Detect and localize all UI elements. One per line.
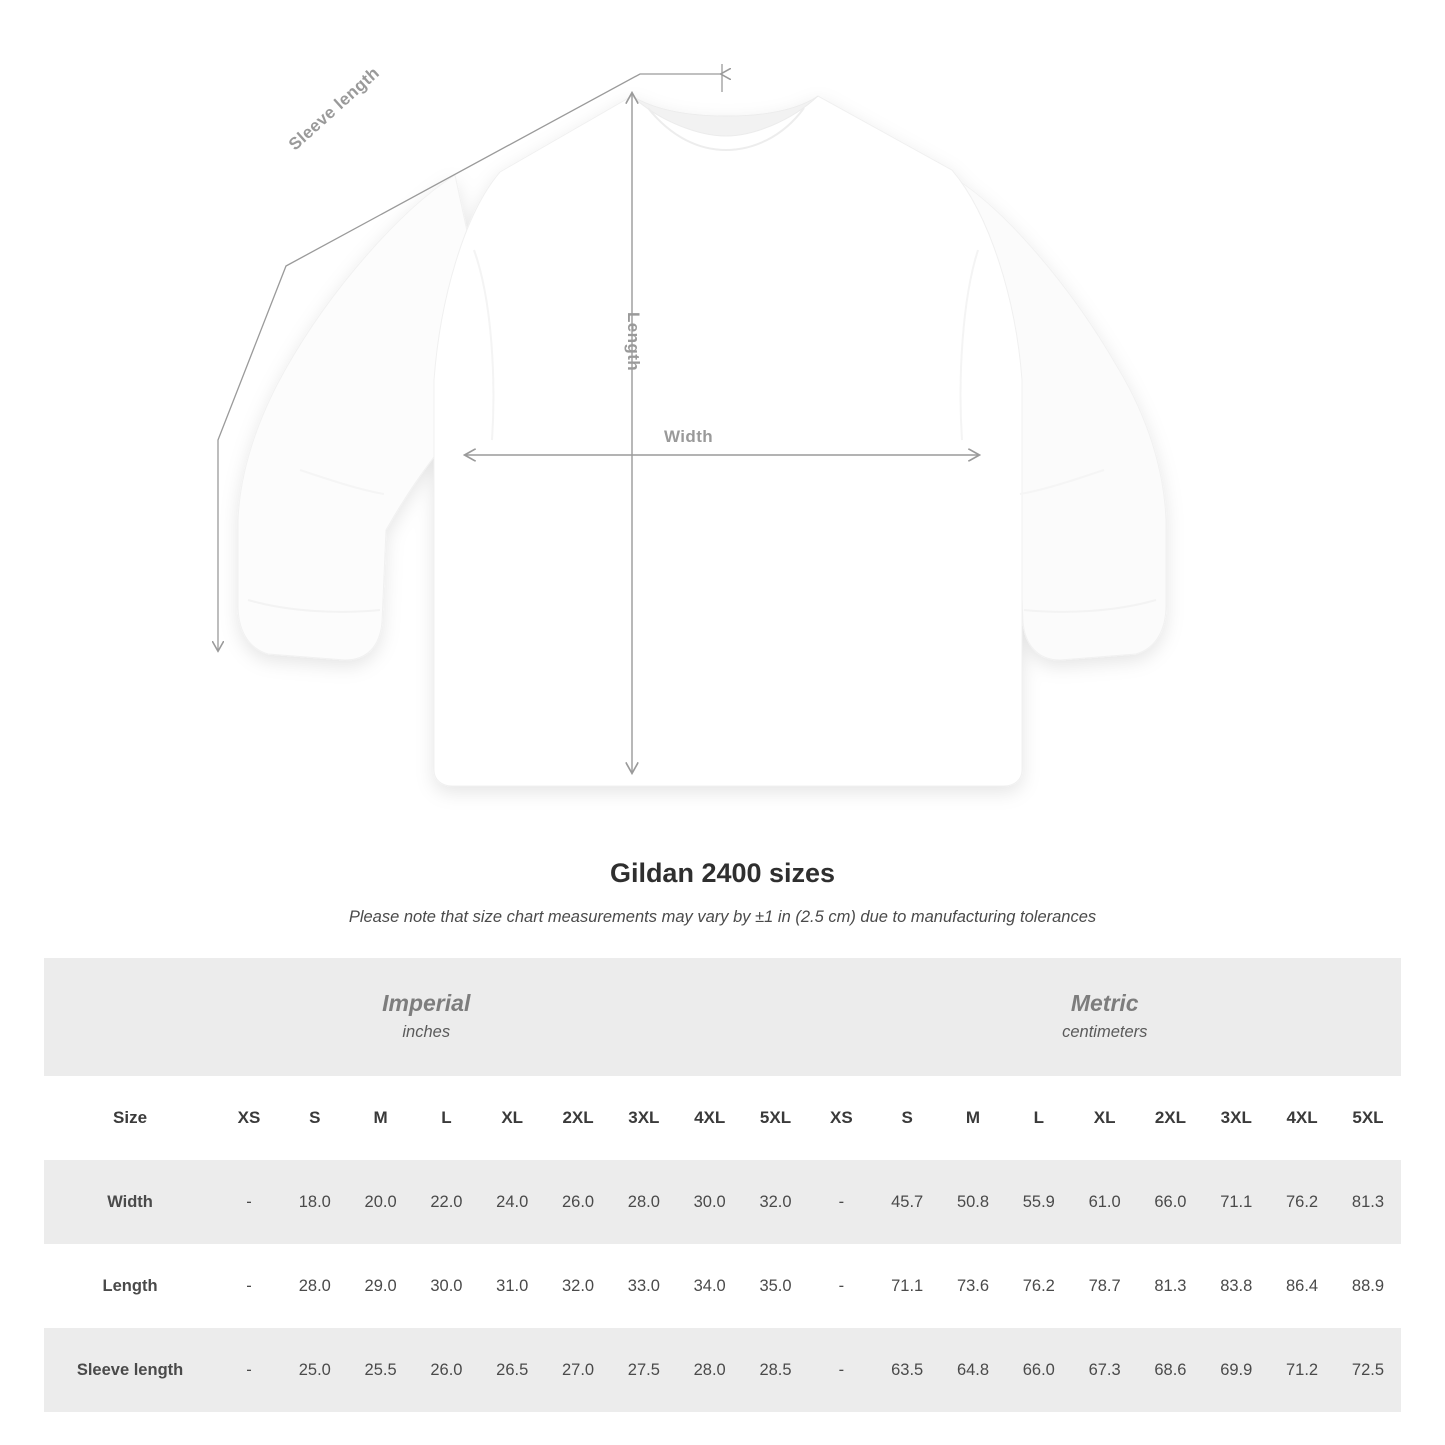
table-row: [44, 1160, 1401, 1244]
cell: 66.0: [1006, 1328, 1072, 1412]
cell: 73.6: [940, 1244, 1006, 1328]
size-column-header: XS: [808, 1076, 874, 1160]
metric-group-unit: centimeters: [1062, 1023, 1148, 1042]
cell: 25.5: [348, 1328, 414, 1412]
size-column-header: XL: [1072, 1076, 1138, 1160]
size-column-header: 5XL: [1335, 1076, 1401, 1160]
width-label: Width: [664, 427, 714, 446]
size-column-header: 3XL: [1203, 1076, 1269, 1160]
cell: 71.1: [1203, 1160, 1269, 1244]
size-column-header: 2XL: [1138, 1076, 1204, 1160]
metric-group-name: Metric: [1070, 990, 1139, 1017]
cell: 88.9: [1335, 1244, 1401, 1328]
table-row: [44, 1244, 1401, 1328]
imperial-group-name: Imperial: [382, 990, 471, 1017]
row-label: Length: [44, 1244, 216, 1328]
cell: -: [216, 1328, 282, 1412]
size-column-header: 4XL: [1269, 1076, 1335, 1160]
cell: 30.0: [677, 1160, 743, 1244]
cell: 18.0: [282, 1160, 348, 1244]
cell: 31.0: [479, 1244, 545, 1328]
size-row-header: Size: [44, 1076, 216, 1160]
cell: 29.0: [348, 1244, 414, 1328]
cell: 78.7: [1072, 1244, 1138, 1328]
cell: 71.2: [1269, 1328, 1335, 1412]
cell: -: [808, 1160, 874, 1244]
size-column-header: 4XL: [677, 1076, 743, 1160]
cell: 28.0: [282, 1244, 348, 1328]
size-column-header: 5XL: [743, 1076, 809, 1160]
cell: 81.3: [1335, 1160, 1401, 1244]
size-column-header: S: [874, 1076, 940, 1160]
size-column-header: XL: [479, 1076, 545, 1160]
cell: 30.0: [414, 1244, 480, 1328]
cell: -: [216, 1244, 282, 1328]
cell: 61.0: [1072, 1160, 1138, 1244]
size-chart-table-wrap: [44, 958, 1401, 1412]
cell: 33.0: [611, 1244, 677, 1328]
size-column-header: 3XL: [611, 1076, 677, 1160]
cell: 28.0: [677, 1328, 743, 1412]
cell: 22.0: [414, 1160, 480, 1244]
cell: 50.8: [940, 1160, 1006, 1244]
cell: 28.0: [611, 1160, 677, 1244]
cell: 26.0: [414, 1328, 480, 1412]
cell: 20.0: [348, 1160, 414, 1244]
cell: 69.9: [1203, 1328, 1269, 1412]
size-column-header: M: [348, 1076, 414, 1160]
cell: 63.5: [874, 1328, 940, 1412]
size-column-header: 2XL: [545, 1076, 611, 1160]
imperial-group-header: [44, 958, 808, 1076]
size-column-header: L: [1006, 1076, 1072, 1160]
cell: 27.5: [611, 1328, 677, 1412]
cell: 26.0: [545, 1160, 611, 1244]
cell: 67.3: [1072, 1328, 1138, 1412]
cell: 25.0: [282, 1328, 348, 1412]
size-column-header: S: [282, 1076, 348, 1160]
size-column-header: XS: [216, 1076, 282, 1160]
size-chart-table: [44, 958, 1401, 1412]
row-label: Width: [44, 1160, 216, 1244]
sleeve-length-label: Sleeve length: [285, 63, 384, 155]
cell: 24.0: [479, 1160, 545, 1244]
cell: 83.8: [1203, 1244, 1269, 1328]
table-row: [44, 1328, 1401, 1412]
cell: 71.1: [874, 1244, 940, 1328]
cell: 81.3: [1138, 1244, 1204, 1328]
size-column-header: L: [414, 1076, 480, 1160]
imperial-group-unit: inches: [402, 1023, 451, 1042]
cell: 27.0: [545, 1328, 611, 1412]
size-column-header: M: [940, 1076, 1006, 1160]
size-header-row: [44, 1076, 1401, 1160]
metric-group-header: [808, 958, 1401, 1076]
unit-header-row: [44, 958, 1401, 1076]
cell: -: [808, 1328, 874, 1412]
cell: 64.8: [940, 1328, 1006, 1412]
cell: 72.5: [1335, 1328, 1401, 1412]
cell: 28.5: [743, 1328, 809, 1412]
length-label: Length: [624, 312, 643, 372]
cell: 35.0: [743, 1244, 809, 1328]
tolerance-note: Please note that size chart measurements may vary by ±1 in (2.5 cm) due to manufacturing tolerances: [348, 908, 1097, 926]
cell: -: [808, 1244, 874, 1328]
cell: 76.2: [1269, 1160, 1335, 1244]
page-title: Gildan 2400 sizes: [609, 858, 836, 888]
cell: 86.4: [1269, 1244, 1335, 1328]
cell: 68.6: [1138, 1328, 1204, 1412]
cell: -: [216, 1160, 282, 1244]
cell: 55.9: [1006, 1160, 1072, 1244]
cell: 32.0: [743, 1160, 809, 1244]
cell: 26.5: [479, 1328, 545, 1412]
cell: 32.0: [545, 1244, 611, 1328]
row-label: Sleeve length: [44, 1328, 216, 1412]
cell: 66.0: [1138, 1160, 1204, 1244]
cell: 76.2: [1006, 1244, 1072, 1328]
cell: 34.0: [677, 1244, 743, 1328]
cell: 45.7: [874, 1160, 940, 1244]
